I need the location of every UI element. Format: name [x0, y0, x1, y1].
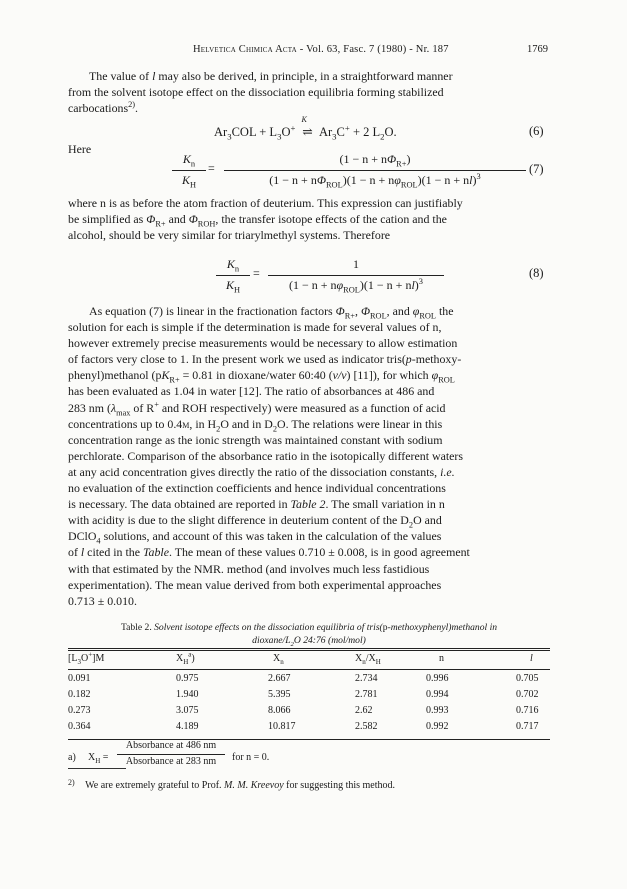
table-note-fraction: Absorbance at 486 nm Absorbance at 283 nm — [117, 740, 257, 772]
table-cell: 0.705 — [516, 673, 539, 684]
table-caption-line2: dioxane/$L_2O$ 24:76 (mol/mol) — [252, 635, 366, 648]
para3-line: of factors very close to 1. In the present work we used as indicator tris(p-methoxy- — [68, 352, 462, 367]
table-cell: 0.975 — [176, 673, 199, 684]
table-cell: 2.734 — [355, 673, 378, 684]
para3-line: concentrations up to 0.4m, in $H_2O$ and in $D_2O$. The relations were linear in this — [68, 416, 443, 434]
col-header-ratio: $X_n/X_H$ — [355, 653, 381, 666]
here-label: Here — [68, 142, 92, 156]
col-header-n: n — [439, 653, 444, 664]
eq8-rhs-fraction: 1 $(1 - n + n\varphi_{ROL})(1 - n + nl)^3$ — [268, 257, 444, 297]
para1-line3: carbocations$^{2)}$. — [68, 100, 139, 116]
table-cell: 2.62 — [355, 705, 373, 716]
table-cell: 2.781 — [355, 689, 378, 700]
table-cell: 0.091 — [68, 673, 91, 684]
table-cell: 8.066 — [268, 705, 291, 716]
table-caption — [68, 621, 550, 647]
table-cell: 0.364 — [68, 721, 91, 732]
para3-line: solution for each is simple if the determination is made for several values of n, — [68, 320, 442, 335]
table-cell: 0.182 — [68, 689, 91, 700]
table-note-lhs: $X_H$ = — [88, 752, 109, 765]
col-header-xh: $X_H^a$) — [176, 650, 195, 666]
para3-line: with acidity is due to the slight difference in deuterium content of the $D_2O$ and — [68, 513, 442, 530]
page-number: 1769 — [527, 44, 548, 55]
footnote-rule — [68, 768, 126, 769]
footnote-text: We are extremely grateful to Prof. M. M. Kreevoy for suggesting this method. — [85, 780, 396, 791]
table-cell: 0.717 — [516, 721, 539, 732]
journal-name: Helvetica Chimica Acta — [193, 44, 297, 55]
para3-line: has been evaluated as 1.04 in water [12]. The ratio of absorbances at 486 and — [68, 384, 435, 399]
equation-6: $Ar_3COL + L_3O^+$ K ⇌ $Ar_3C^+ + 2$ $L_2O$. — [214, 115, 397, 142]
col-header-xn: $X_n$ — [273, 653, 284, 666]
journal-page: Helvetica Chimica Acta - Vol. 63, Fasc. 7 (1980) - Nr. 187 1769 The value of l may also be derived, in principle, in a straightforward manner from the solvent isotope effect on the dissociation equilibria forming stabilized carbocations$^{2)}$. $Ar_3COL + L_3O^+$ K ⇌ $Ar_3C^+ + 2$ $L_2O$. (6) Here $K_n$ $K_H$ = $(1 - n + n\Phi_{R+})$ $(1 - n + n\Phi_{ROL})(1 - n + n\varphi_{ROL})(1 - n + nl)^3$ (7) where n is as before the atom fraction of deuterium. This expression can justifiably be simplified as $\Phi_{R+}$ and $\Phi_{ROH}$, the transfer isotope effects of the cation and the alcohol, should be very similar for triarylmethyl systems. Therefore $K_n$ $K_H$ = 1 $(1 - n + n\varphi_{ROL})(1 - n + nl)^3$ (8) As equation (7) is linear in the fractionation factors $\Phi_{R+}$, $\Phi_{ROL}$, and $\varphi_{ROL}$ the solution for each is simple if the determination is made for several values of n, however extremely precise measurements would be necessary to allow estimation of factors very close to 1. In the present work we used as indicator tris(p-methoxy- phenyl)methanol ($pK_{R+} = 0.81$ in dioxane/water 60:40 (v/v) [11]), for which $\varphi_{ROL}$ has been evaluated as 1.04 in water [12]. The ratio of absorbances at 486 and 283 nm ($\lambda_{max}$ of R+ and ROH respectively) were measured as a function of acid concentrations up to 0.4m, in $H_2O$ and in $D_2O$. The relations were linear in this concentration range as the ionic strength was maintained constant with sodium perchlorate. Comparison of the absorbance ratio in the isotopically different waters at any acid concentration gives directly the ratio of the dissociation constants, i.e. no evaluation of the extinction coefficients and hence individual concentrations is necessary. The data obtained are reported in Table 2. The small variation in n with acidity is due to the slight difference in deuterium content of the $D_2O$ and DClO$_4$ solutions, and account of this was taken in the calculation of the values of l cited in the Table. The mean of these values 0.710 ± 0.008, is in good agreement with that estimated by the NMR. method (and involves much less fastidious experimentation). The mean value derived from both experimental approaches 0.713 ± 0.010. Table 2. Solvent isotope effects on the dissociation equilibria of tris(p-methoxyphenyl)methanol in dioxane/$L_2O$ 24:76 (mol/mol) $[L_3O^+]M$ $X_H^a$) $X_n$ $X_n/X_H$ n l 0.091 0.975 2.667 2.734 0.996 0.705 0.182 1.940 5.395 2.781 0.994 0.702 0.273 3.075 8.066 2.62 0.993 0.716 0.364 4.189 10.817 2.582 0.992 0.717 a) $X_H$ = Absorbance at 486 nm Absorbance at 283 nm for n = 0. $^{2)}$ We are extremely grateful to Prof. M. M. Kreevoy for suggesting this method. — [68, 44, 548, 791]
table-cell: 2.667 — [268, 673, 291, 684]
para3-line: As equation (7) is linear in the fractionation factors $\Phi_{R+}$, $\Phi_{ROL}$, and $\varphi_{ROL}$ the — [89, 304, 454, 321]
journal-citation — [193, 44, 449, 55]
table-cell: 10.817 — [268, 721, 296, 732]
footnote-mark: 2) — [68, 778, 75, 787]
table-cell: 0.992 — [426, 721, 449, 732]
para3-line: however extremely precise measurements would be necessary to allow estimation — [68, 336, 458, 351]
paragraph-intro — [68, 68, 550, 116]
table-note-mark: a) — [68, 752, 76, 763]
paragraph-simplification — [68, 195, 550, 243]
footnote-ref[interactable]: 2) — [128, 100, 136, 110]
para2-line3: alcohol, should be very similar for triarylmethyl systems. Therefore — [68, 228, 391, 243]
para3-line: DClO$_4$ solutions, and account of this was taken in the calculation of the values — [68, 529, 442, 546]
table-label: Table 2. — [120, 622, 152, 633]
table-cell: 0.994 — [426, 689, 449, 700]
para3-line: is necessary. The data obtained are reported in Table 2. The small variation in n — [68, 497, 445, 512]
equation-6-number: (6) — [529, 124, 544, 138]
table-cell: 0.716 — [516, 705, 539, 716]
equation-7-number: (7) — [529, 162, 544, 176]
para2-line2: be simplified as $\Phi_{R+}$ and $\Phi_{ROH}$, the transfer isotope effects of the cation and the — [68, 212, 447, 229]
equation-8-number: (8) — [529, 266, 544, 280]
eq7-rhs-fraction: $(1 - n + n\Phi_{R+})$ $(1 - n + n\Phi_{ROL})(1 - n + n\varphi_{ROL})(1 - n + nl)^3$ — [224, 152, 526, 192]
para3-line: at any acid concentration gives directly the ratio of the dissociation constants, i.e. — [68, 464, 455, 479]
paragraph-method — [68, 303, 550, 609]
para3-line: no evaluation of the extinction coefficients and hence individual concentrations — [68, 481, 446, 496]
table-cell: 0.702 — [516, 689, 539, 700]
para1-line2: from the solvent isotope effect on the dissociation equilibria forming stabilized — [68, 85, 444, 100]
para3-line: concentration range as the ionic strength was maintained constant with sodium — [68, 432, 443, 447]
eq6-k-label: K — [301, 115, 307, 124]
eq8-lhs-fraction: $K_n$ $K_H$ — [216, 257, 256, 297]
table-cell: 3.075 — [176, 705, 199, 716]
table-cell: 4.189 — [176, 721, 199, 732]
table-caption-line1: Table 2. Solvent isotope effects on the dissociation equilibria of tris(p-methoxyphenyl)methanol in — [120, 622, 498, 633]
table-note-tail: for n = 0. — [232, 752, 270, 763]
para3-line: of l cited in the Table. The mean of these values 0.710 ± 0.008, is in good agreement — [68, 545, 470, 560]
col-header-acid: $[L_3O^+]M$ — [68, 650, 105, 666]
table-cell: 2.582 — [355, 721, 378, 732]
table-cell: 0.996 — [426, 673, 449, 684]
volume-info: - Vol. 63, Fasc. 7 (1980) - Nr. 187 — [296, 44, 449, 55]
eq7-lhs-fraction: $K_n$ $K_H$ — [172, 152, 212, 192]
para3-line: perchlorate. Comparison of the absorbance ratio in the isotopically different waters — [68, 448, 464, 463]
table-cell: 5.395 — [268, 689, 291, 700]
para3-line: 0.713 ± 0.010. — [68, 593, 137, 608]
para3-line: 283 nm ($\lambda_{max}$ of R+ and ROH respectively) were measured as a function of acid — [68, 399, 446, 417]
para3-line: phenyl)methanol ($pK_{R+} = 0.81$ in dioxane/water 60:40 (v/v) [11]), for which $\varphi_{ROL}$ — [68, 368, 455, 385]
col-header-l: l — [530, 653, 533, 664]
table-cell: 0.993 — [426, 705, 449, 716]
footnote — [68, 780, 395, 791]
para3-line: experimentation). The mean value derived from both experimental approaches — [68, 577, 442, 592]
para3-line: with that estimated by the NMR. method (and involves much less fastidious — [68, 561, 430, 576]
table-cell: 0.273 — [68, 705, 91, 716]
para2-line1: where n is as before the atom fraction of deuterium. This expression can justifiably — [68, 196, 463, 210]
table-cell: 1.940 — [176, 689, 199, 700]
para1-line1: The value of l may also be derived, in principle, in a straightforward manner — [89, 69, 453, 83]
